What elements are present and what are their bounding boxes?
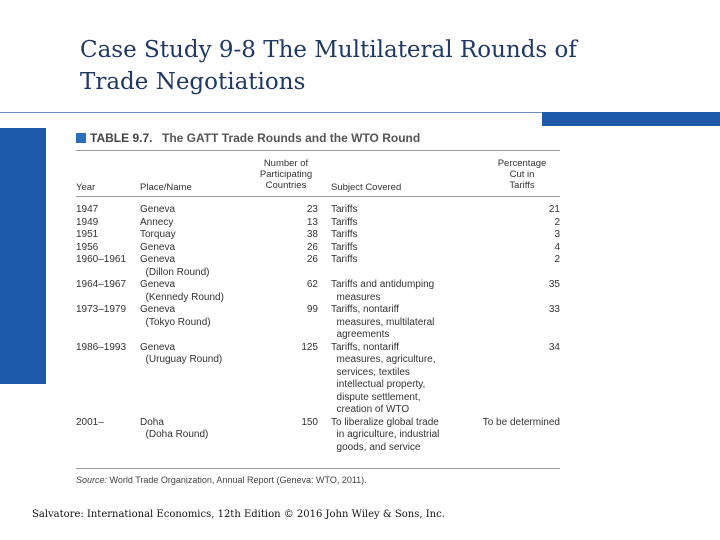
cell-countries: 26 — [306, 241, 318, 253]
cell-subject: Tariffs — [331, 216, 358, 228]
table-bottom-divider — [76, 468, 560, 469]
accent-bar — [542, 112, 720, 126]
cell-place: Geneva — [140, 204, 176, 215]
table-row — [76, 342, 560, 417]
cell-subject: Tariffs — [331, 229, 358, 240]
cell-countries: 38 — [306, 229, 318, 240]
cell-percentage: 2 — [554, 254, 560, 265]
cell-percentage: 34 — [548, 341, 560, 353]
cell-percentage: 4 — [554, 241, 560, 253]
cell-subject: Tariffs — [331, 254, 358, 265]
cell-percentage: 2 — [554, 216, 560, 228]
cell-subject: Tariffs, nontariff measures, agriculture, services, textiles intellectual property, dispute settlement, creation of WTO — [331, 341, 436, 415]
table-row — [76, 304, 560, 342]
cell-percentage: 21 — [548, 204, 560, 215]
cell-year: 1949 — [76, 216, 99, 228]
cell-subject: Tariffs and antidumping measures — [331, 279, 435, 303]
table-row — [76, 204, 560, 217]
cell-year: 1956 — [76, 241, 99, 253]
cell-subject: Tariffs, nontariff measures, multilateral agreements — [331, 304, 435, 340]
table-row — [76, 254, 560, 279]
cell-year: 1986–1993 — [76, 341, 127, 353]
cell-year: 1951 — [76, 229, 99, 240]
cell-percentage: To be determined — [482, 416, 560, 428]
table-source — [76, 475, 367, 485]
cell-countries: 13 — [306, 216, 318, 228]
cell-percentage: 3 — [554, 229, 560, 240]
cell-countries: 125 — [301, 341, 318, 353]
title-line-2: Trade Negotiations — [80, 69, 306, 95]
cell-countries: 26 — [306, 254, 318, 265]
col-header-year: Year — [76, 182, 96, 193]
cell-year: 1964–1967 — [76, 279, 127, 290]
cell-place: Annecy — [140, 216, 174, 228]
table-row — [76, 229, 560, 242]
table-marker-icon — [76, 133, 86, 143]
cell-place: Doha (Doha Round) — [140, 416, 209, 440]
table-body — [76, 204, 560, 454]
cell-percentage: 33 — [548, 304, 560, 315]
title-line-1: Case Study 9-8 The Multilateral Rounds of — [80, 37, 577, 63]
cell-place: Geneva (Kennedy Round) — [140, 279, 224, 303]
col-header-place: Place/Name — [140, 182, 192, 193]
cell-year: 1947 — [76, 204, 99, 215]
cell-subject: Tariffs — [331, 204, 358, 215]
cell-subject: Tariffs — [331, 241, 358, 253]
table-name: The GATT Trade Rounds and the WTO Round — [162, 131, 421, 145]
cell-year: 2001– — [76, 416, 104, 428]
column-header-divider — [76, 196, 560, 197]
table-row — [76, 217, 560, 230]
cell-year: 1960–1961 — [76, 254, 127, 265]
cell-countries: 150 — [301, 416, 318, 428]
gatt-table — [76, 130, 560, 492]
source-label: Source: — [76, 475, 108, 485]
source-text: World Trade Organization, Annual Report (Geneva: WTO, 2011). — [109, 475, 367, 485]
table-number: TABLE 9.7. — [90, 131, 153, 145]
cell-year: 1973–1979 — [76, 304, 127, 315]
cell-place: Torquay — [140, 229, 176, 240]
table-row — [76, 279, 560, 304]
table-row — [76, 242, 560, 255]
cell-place: Geneva (Uruguay Round) — [140, 341, 223, 365]
table-caption — [76, 130, 560, 148]
cell-place: Geneva (Tokyo Round) — [140, 304, 211, 328]
cell-place: Geneva (Dillon Round) — [140, 254, 210, 278]
col-header-subject: Subject Covered — [331, 182, 402, 193]
header-divider — [76, 150, 560, 151]
slide-title — [80, 34, 680, 98]
cell-place: Geneva — [140, 241, 176, 253]
col-header-percentage: Percentage Cut in Tariffs — [497, 158, 547, 191]
cell-countries: 99 — [306, 304, 318, 315]
slide-footer: Salvatore: International Economics, 12th Edition © 2016 John Wiley & Sons, Inc. — [32, 509, 445, 520]
left-blue-bar — [0, 128, 46, 384]
cell-countries: 62 — [306, 279, 318, 290]
table-row — [76, 417, 560, 455]
cell-countries: 23 — [306, 204, 318, 215]
col-header-countries: Number of Participating Countries — [259, 158, 313, 191]
cell-subject: To liberalize global trade in agriculture, industrial goods, and service — [331, 416, 440, 453]
cell-percentage: 35 — [548, 279, 560, 290]
